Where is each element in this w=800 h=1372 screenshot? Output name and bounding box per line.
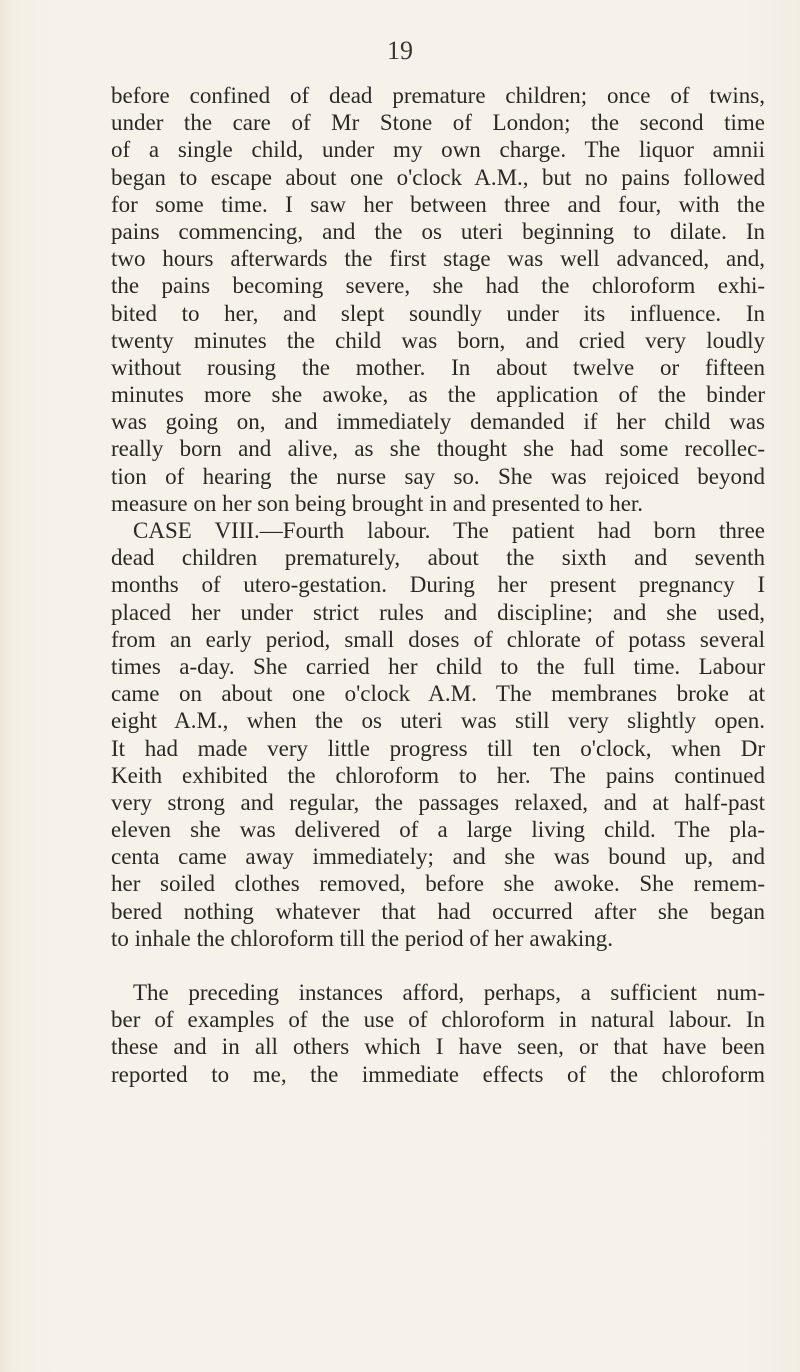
text-line: pains commencing, and the os uteri beginning to dilate. In <box>111 218 765 244</box>
text-line: without rousing the mother. In about twelve or fifteen <box>111 354 765 380</box>
text-line: under the care of Mr Stone of London; the second time <box>111 110 765 136</box>
paragraph-spacer <box>111 952 765 979</box>
paragraph-preceding-instances <box>111 979 765 1088</box>
text-line: came on about one o'clock A.M. The membranes broke at <box>111 681 765 707</box>
text-line: bited to her, and slept soundly under its influence. In <box>111 300 765 326</box>
text-line: the pains becoming severe, she had the chloroform exhi- <box>111 273 765 299</box>
text-line: measure on her son being brought in and presented to her. <box>111 490 644 516</box>
text-line: reported to me, the immediate effects of the chloroform <box>111 1061 765 1087</box>
text-line: ber of examples of the use of chloroform in natural labour. In <box>111 1007 765 1033</box>
text-line: It had made very little progress till ten o'clock, when Dr <box>111 735 765 761</box>
text-line: for some time. I saw her between three and four, with the <box>111 191 765 217</box>
paragraph-case-viii <box>111 517 765 952</box>
text-line: of a single child, under my own charge. The liquor amnii <box>111 137 765 163</box>
text-line: dead children prematurely, about the sixth and seventh <box>111 545 765 571</box>
text-line: centa came away immediately; and she was bound up, and <box>111 844 765 870</box>
text-line: placed her under strict rules and discipline; and she used, <box>111 599 765 625</box>
text-line: eleven she was delivered of a large living child. The pla- <box>111 817 765 843</box>
text-line: these and in all others which I have seen, or that have been <box>111 1034 765 1060</box>
text-line: The preceding instances afford, perhaps, a sufficient num- <box>133 980 765 1005</box>
text-line: times a-day. She carried her child to the full time. Labour <box>111 653 765 679</box>
paragraph-continued <box>111 82 765 517</box>
text-line: months of utero-gestation. During her present pregnancy I <box>111 572 765 598</box>
page-number: 19 <box>387 36 413 65</box>
text-line: bered nothing whatever that had occurred after she began <box>111 898 765 924</box>
text-line: began to escape about one o'clock A.M., but no pains followed <box>111 164 765 190</box>
text-line: twenty minutes the child was born, and cried very loudly <box>111 327 765 353</box>
text-line: CASE VIII.—Fourth labour. The patient had born three <box>133 518 765 543</box>
body-text <box>111 82 765 1088</box>
text-line: eight A.M., when the os uteri was still very slightly open. <box>111 708 765 734</box>
text-line: from an early period, small doses of chlorate of potass several <box>111 626 765 652</box>
text-line: to inhale the chloroform till the period of her awaking. <box>111 925 614 951</box>
text-line: Keith exhibited the chloroform to her. The pains continued <box>111 762 765 788</box>
text-line: was going on, and immediately demanded if her child was <box>111 409 765 435</box>
text-line: minutes more she awoke, as the application of the binder <box>111 382 765 408</box>
text-line: two hours afterwards the first stage was well advanced, and, <box>111 246 765 272</box>
text-line: tion of hearing the nurse say so. She was rejoiced beyond <box>111 463 765 489</box>
text-line: really born and alive, as she thought she had some recollec- <box>111 436 765 462</box>
text-line: before confined of dead premature children; once of twins, <box>111 83 765 108</box>
text-line: her soiled clothes removed, before she awoke. She remem- <box>111 871 765 897</box>
text-line: very strong and regular, the passages relaxed, and at half-past <box>111 789 765 815</box>
